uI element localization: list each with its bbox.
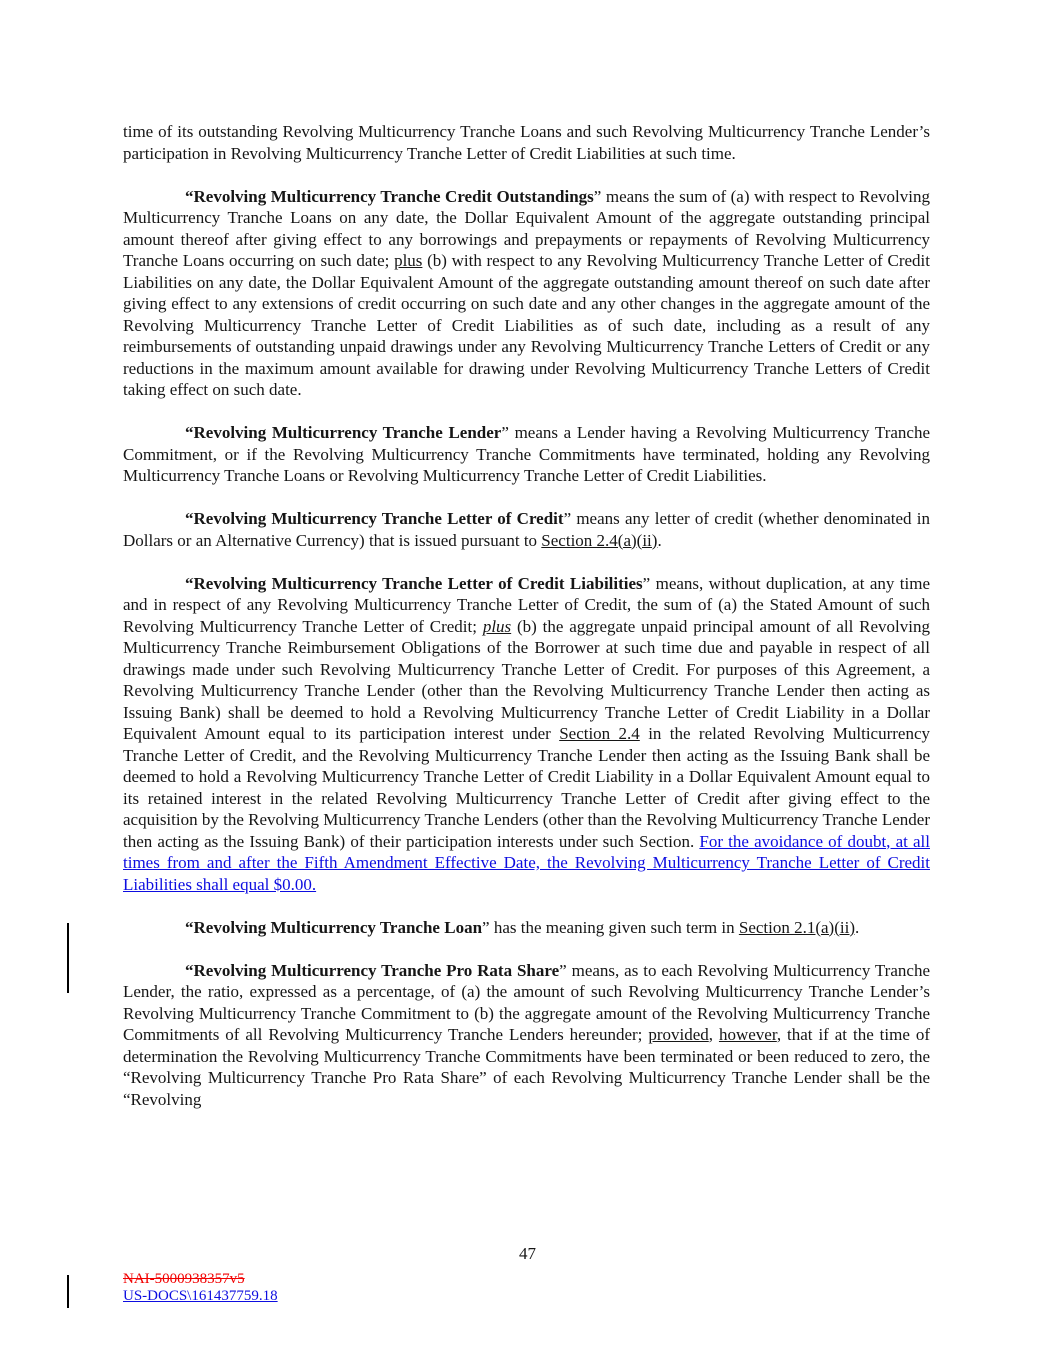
text-run: ” means, as to each Revolving Multicurrency Tranche Lender, the ratio, expressed as a percentage, of (a) the amount of such Revolving Multicurrency Tranche Lender’s Revolving Multicurrency Tranche Commitment to (b) the aggregate amount of the Revolving Multicurrency Tranche Commitments of all Revolving Multicurrency Tranche Lenders hereunder; <box>123 960 930 1044</box>
text-run: plus <box>394 251 423 270</box>
text-run: Section 2.4(a)(ii) <box>541 530 658 550</box>
text-run: however <box>718 1025 777 1044</box>
text-run: Section 2.1(a)(ii) <box>738 917 855 937</box>
text-run: (b) the aggregate unpaid principal amount of all Revolving Multicurrency Tranche Reimbursement Obligations of the Borrower at such time due and payable in respect of all drawings made under such Revolving Multicurrency Tranche Letter of Credit. For purposes of this Agreement, a Revolving Multicurrency Tranche Lender (other than the Revolving Multicurrency Tranche Lender then acting as Issuing Bank) shall be deemed to hold a Revolving Multicurrency Tranche Letter of Credit Liability in a Dollar Equivalent Amount equal to its participation interest under <box>123 616 931 743</box>
text-run: Section 2.4 <box>559 724 640 743</box>
inserted-text-run: For the avoidance of doubt, at all times from and after the Fifth Amendment Effective Date, the Revolving Multicurrency Tranche Letter of Credit Liabilities shall equal $0.00. <box>123 831 930 894</box>
text-run: “Revolving Multicurrency Tranche Pro Rata Share <box>185 960 560 980</box>
paragraph <box>123 121 930 164</box>
page-number: 47 <box>519 1244 536 1263</box>
text-run: “Revolving Multicurrency Tranche Lender <box>185 423 502 442</box>
paragraph <box>123 573 930 896</box>
text-run: plus <box>482 616 512 636</box>
text-run: . <box>657 530 662 550</box>
text-run: provided <box>648 1025 709 1044</box>
text-run: , <box>708 1025 719 1044</box>
text-run: ” means a Lender having a Revolving Multicurrency Tranche Commitment, or if the Revolving Multicurrency Tranche Commitments have terminated, holding any Revolving Multicurrency Tranche Loans or Revolving Multicurrency Tranche Letter of Credit Liabilities. <box>123 423 930 485</box>
paragraph <box>123 508 930 551</box>
document-footer <box>123 1271 278 1304</box>
footer-deleted-doc-id: NAI-5000938357v5 <box>123 1271 245 1287</box>
text-run: ” has the meaning given such term in <box>482 917 739 937</box>
text-run: ” means any letter of credit (whether denominated in Dollars or an Alternative Currency) that is issued pursuant to <box>123 509 930 550</box>
text-run: . <box>855 917 860 937</box>
text-run: ” means, without duplication, at any time and in respect of any Revolving Multicurrency Tranche Letter of Credit, the sum of (a) the Stated Amount of such Revolving Multicurrency Tranche Letter of Credit; <box>123 573 930 636</box>
change-bar <box>67 923 69 993</box>
text-run: ” means the sum of (a) with respect to Revolving Multicurrency Tranche Loans on any date, the Dollar Equivalent Amount of the aggregate outstanding principal amount thereof after giving effect to any borrowings and prepayments or repayments of Revolving Multicurrency Tranche Loans occurring on such date; <box>123 186 930 270</box>
change-bar <box>67 1275 69 1308</box>
text-run: , that if at the time of determination the Revolving Multicurrency Tranche Commitments have been terminated or been reduced to zero, the “Revolving Multicurrency Tranche Pro Rata Share” of each Revolving Multicurrency Tranche Lender shall be the “Revolving <box>123 1025 931 1109</box>
text-run: “Revolving Multicurrency Tranche Letter of Credit <box>185 509 564 528</box>
text-run: (b) with respect to any Revolving Multicurrency Tranche Letter of Credit Liabilities on any date, the Dollar Equivalent Amount of the aggregate outstanding amount thereof on such date after giving effect to any extensions of credit occurring on such date and any other changes in the aggregate amount of the Revolving Multicurrency Tranche Letter of Credit Liabilities as of such date, including as a result of any reimbursements of outstanding unpaid drawings under any Revolving Multicurrency Tranche Letters of Credit or any reductions in the maximum amount available for drawing under Revolving Multicurrency Tranche Letters of Credit taking effect on such date. <box>123 251 930 399</box>
paragraph <box>123 422 930 487</box>
paragraph <box>123 186 930 401</box>
paragraph <box>123 917 930 939</box>
footer-inserted-doc-id: US-DOCS\161437759.18 <box>123 1287 278 1304</box>
paragraph <box>123 960 930 1111</box>
text-run: in the related Revolving Multicurrency Tranche Letter of Credit, and the Revolving Multicurrency Tranche Lender then acting as the Issuing Bank shall be deemed to hold a Revolving Multicurrency Tranche Letter of Credit Liability in a Dollar Equivalent Amount equal to its retained interest in the related Revolving Multicurrency Tranche Letter of Credit after giving effect to the acquisition by the Revolving Multicurrency Tranche Lenders (other than the Revolving Multicurrency Tranche Lender then acting as the Issuing Bank) of their participation interests under such Section. <box>123 724 930 851</box>
text-run: “Revolving Multicurrency Tranche Credit Outstandings <box>185 186 594 206</box>
text-run: time of its outstanding Revolving Multicurrency Tranche Loans and such Revolving Multicurrency Tranche Lender’s participation in Revolving Multicurrency Tranche Letter of Credit Liabilities at such time. <box>123 122 930 163</box>
text-run: “Revolving Multicurrency Tranche Letter of Credit Liabilities <box>185 573 643 593</box>
document-body <box>123 121 930 1110</box>
text-run: “Revolving Multicurrency Tranche Loan <box>185 917 483 937</box>
